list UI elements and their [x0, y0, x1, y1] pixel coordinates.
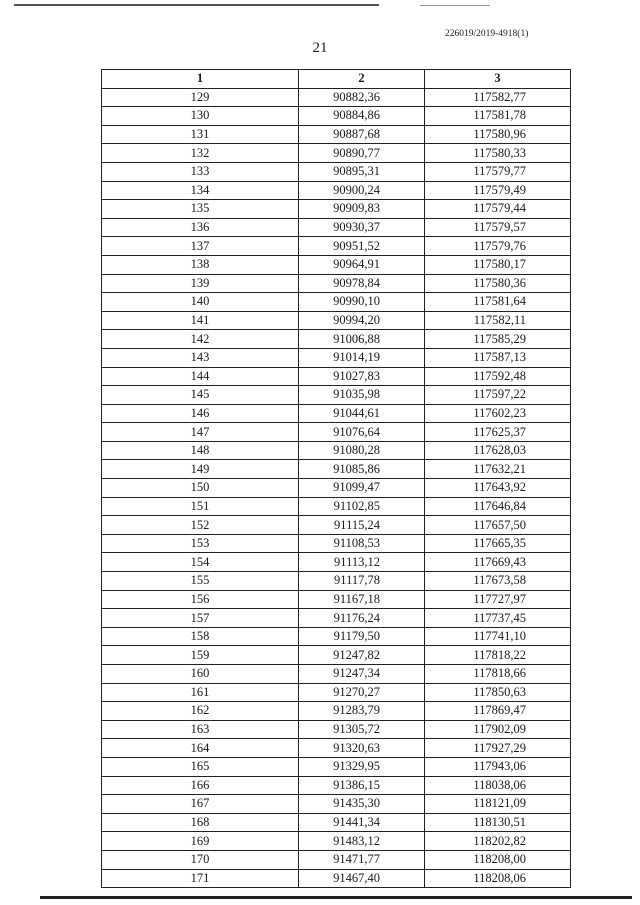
x-coordinate-cell: 90964,91 [299, 255, 425, 274]
point-number-cell: 147 [102, 423, 299, 442]
table-body [102, 88, 571, 888]
x-coordinate-cell: 91080,28 [299, 441, 425, 460]
y-coordinate-cell: 117665,35 [425, 534, 571, 553]
table-row [102, 386, 571, 405]
x-coordinate-cell: 90895,31 [299, 162, 425, 181]
table-row [102, 553, 571, 572]
table-row [102, 739, 571, 758]
point-number-cell: 155 [102, 572, 299, 591]
table-header-row [102, 70, 571, 89]
table-row [102, 404, 571, 423]
x-coordinate-cell: 91435,30 [299, 795, 425, 814]
y-coordinate-cell: 117657,50 [425, 516, 571, 535]
point-number-cell: 142 [102, 330, 299, 349]
point-number-cell: 135 [102, 200, 299, 219]
table-row [102, 590, 571, 609]
table-row [102, 516, 571, 535]
y-coordinate-cell: 117592,48 [425, 367, 571, 386]
x-coordinate-cell: 91179,50 [299, 627, 425, 646]
point-number-cell: 133 [102, 162, 299, 181]
point-number-cell: 162 [102, 702, 299, 721]
x-coordinate-cell: 90884,86 [299, 107, 425, 126]
y-coordinate-cell: 118038,06 [425, 776, 571, 795]
point-number-cell: 137 [102, 237, 299, 256]
table-row [102, 813, 571, 832]
y-coordinate-cell: 117818,22 [425, 646, 571, 665]
table-row [102, 702, 571, 721]
x-coordinate-cell: 91044,61 [299, 404, 425, 423]
point-number-cell: 131 [102, 125, 299, 144]
point-number-cell: 163 [102, 720, 299, 739]
x-coordinate-cell: 90930,37 [299, 218, 425, 237]
table-row [102, 757, 571, 776]
point-number-cell: 158 [102, 627, 299, 646]
y-coordinate-cell: 117669,43 [425, 553, 571, 572]
y-coordinate-cell: 117632,21 [425, 460, 571, 479]
point-number-cell: 167 [102, 795, 299, 814]
point-number-cell: 152 [102, 516, 299, 535]
page-number: 21 [312, 40, 328, 56]
x-coordinate-cell: 91247,82 [299, 646, 425, 665]
y-coordinate-cell: 117646,84 [425, 497, 571, 516]
y-coordinate-cell: 117582,11 [425, 311, 571, 330]
point-number-cell: 130 [102, 107, 299, 126]
column-header-2: 2 [299, 70, 425, 89]
x-coordinate-cell: 91467,40 [299, 869, 425, 888]
x-coordinate-cell: 91035,98 [299, 386, 425, 405]
top-scan-rule-short [420, 5, 490, 6]
point-number-cell: 144 [102, 367, 299, 386]
table-row [102, 832, 571, 851]
point-number-cell: 134 [102, 181, 299, 200]
y-coordinate-cell: 117850,63 [425, 683, 571, 702]
table-row [102, 107, 571, 126]
table-row [102, 460, 571, 479]
x-coordinate-cell: 90890,77 [299, 144, 425, 163]
point-number-cell: 129 [102, 88, 299, 107]
point-number-cell: 151 [102, 497, 299, 516]
point-number-cell: 164 [102, 739, 299, 758]
point-number-cell: 166 [102, 776, 299, 795]
y-coordinate-cell: 117579,49 [425, 181, 571, 200]
x-coordinate-cell: 91176,24 [299, 609, 425, 628]
point-number-cell: 160 [102, 665, 299, 684]
x-coordinate-cell: 90994,20 [299, 311, 425, 330]
table-row [102, 720, 571, 739]
table-row [102, 293, 571, 312]
table-row [102, 218, 571, 237]
x-coordinate-cell: 91270,27 [299, 683, 425, 702]
y-coordinate-cell: 117602,23 [425, 404, 571, 423]
x-coordinate-cell: 91006,88 [299, 330, 425, 349]
y-coordinate-cell: 117582,77 [425, 88, 571, 107]
x-coordinate-cell: 91305,72 [299, 720, 425, 739]
point-number-cell: 136 [102, 218, 299, 237]
point-number-cell: 156 [102, 590, 299, 609]
table-row [102, 479, 571, 498]
table-row [102, 683, 571, 702]
table-row [102, 850, 571, 869]
point-number-cell: 165 [102, 757, 299, 776]
y-coordinate-cell: 117625,37 [425, 423, 571, 442]
point-number-cell: 157 [102, 609, 299, 628]
point-number-cell: 138 [102, 255, 299, 274]
point-number-cell: 154 [102, 553, 299, 572]
point-number-cell: 169 [102, 832, 299, 851]
x-coordinate-cell: 90951,52 [299, 237, 425, 256]
table-row [102, 627, 571, 646]
x-coordinate-cell: 91014,19 [299, 348, 425, 367]
x-coordinate-cell: 91115,24 [299, 516, 425, 535]
point-number-cell: 146 [102, 404, 299, 423]
table-row [102, 646, 571, 665]
point-number-cell: 132 [102, 144, 299, 163]
x-coordinate-cell: 91283,79 [299, 702, 425, 721]
y-coordinate-cell: 117727,97 [425, 590, 571, 609]
table-row [102, 572, 571, 591]
x-coordinate-cell: 90900,24 [299, 181, 425, 200]
x-coordinate-cell: 91471,77 [299, 850, 425, 869]
y-coordinate-cell: 117581,78 [425, 107, 571, 126]
document-id: 226019/2019-4918(1) [445, 29, 529, 39]
point-number-cell: 141 [102, 311, 299, 330]
table-row [102, 274, 571, 293]
table-row [102, 237, 571, 256]
top-scan-rule [14, 4, 379, 6]
point-number-cell: 149 [102, 460, 299, 479]
x-coordinate-cell: 91483,12 [299, 832, 425, 851]
point-number-cell: 150 [102, 479, 299, 498]
point-number-cell: 168 [102, 813, 299, 832]
point-number-cell: 143 [102, 348, 299, 367]
y-coordinate-cell: 117643,92 [425, 479, 571, 498]
table-row [102, 181, 571, 200]
coordinates-table [101, 69, 571, 888]
point-number-cell: 140 [102, 293, 299, 312]
point-number-cell: 171 [102, 869, 299, 888]
y-coordinate-cell: 117579,76 [425, 237, 571, 256]
x-coordinate-cell: 91117,78 [299, 572, 425, 591]
table-row [102, 125, 571, 144]
y-coordinate-cell: 117737,45 [425, 609, 571, 628]
y-coordinate-cell: 117580,96 [425, 125, 571, 144]
point-number-cell: 145 [102, 386, 299, 405]
y-coordinate-cell: 118208,00 [425, 850, 571, 869]
point-number-cell: 159 [102, 646, 299, 665]
point-number-cell: 148 [102, 441, 299, 460]
x-coordinate-cell: 91027,83 [299, 367, 425, 386]
column-header-3: 3 [425, 70, 571, 89]
y-coordinate-cell: 117579,57 [425, 218, 571, 237]
y-coordinate-cell: 117597,22 [425, 386, 571, 405]
x-coordinate-cell: 91329,95 [299, 757, 425, 776]
x-coordinate-cell: 91102,85 [299, 497, 425, 516]
y-coordinate-cell: 117585,29 [425, 330, 571, 349]
bottom-scan-rule [40, 896, 632, 899]
table-row [102, 869, 571, 888]
y-coordinate-cell: 117581,64 [425, 293, 571, 312]
point-number-cell: 161 [102, 683, 299, 702]
y-coordinate-cell: 117869,47 [425, 702, 571, 721]
y-coordinate-cell: 117580,17 [425, 255, 571, 274]
x-coordinate-cell: 91247,34 [299, 665, 425, 684]
point-number-cell: 139 [102, 274, 299, 293]
x-coordinate-cell: 91113,12 [299, 553, 425, 572]
x-coordinate-cell: 91108,53 [299, 534, 425, 553]
table-row [102, 255, 571, 274]
y-coordinate-cell: 117580,33 [425, 144, 571, 163]
table-row [102, 311, 571, 330]
y-coordinate-cell: 117580,36 [425, 274, 571, 293]
y-coordinate-cell: 117818,66 [425, 665, 571, 684]
x-coordinate-cell: 91167,18 [299, 590, 425, 609]
x-coordinate-cell: 90909,83 [299, 200, 425, 219]
table-row [102, 534, 571, 553]
x-coordinate-cell: 91076,64 [299, 423, 425, 442]
table-row [102, 144, 571, 163]
x-coordinate-cell: 90887,68 [299, 125, 425, 144]
y-coordinate-cell: 118208,06 [425, 869, 571, 888]
table-row [102, 367, 571, 386]
table-row [102, 665, 571, 684]
table-row [102, 348, 571, 367]
point-number-cell: 153 [102, 534, 299, 553]
x-coordinate-cell: 91386,15 [299, 776, 425, 795]
point-number-cell: 170 [102, 850, 299, 869]
y-coordinate-cell: 117628,03 [425, 441, 571, 460]
y-coordinate-cell: 117741,10 [425, 627, 571, 646]
x-coordinate-cell: 91085,86 [299, 460, 425, 479]
y-coordinate-cell: 117927,29 [425, 739, 571, 758]
y-coordinate-cell: 118130,51 [425, 813, 571, 832]
column-header-1: 1 [102, 70, 299, 89]
table-row [102, 609, 571, 628]
x-coordinate-cell: 90978,84 [299, 274, 425, 293]
y-coordinate-cell: 117579,44 [425, 200, 571, 219]
table-row [102, 200, 571, 219]
table-row [102, 423, 571, 442]
y-coordinate-cell: 117579,77 [425, 162, 571, 181]
x-coordinate-cell: 90882,36 [299, 88, 425, 107]
table-row [102, 330, 571, 349]
table-row [102, 162, 571, 181]
y-coordinate-cell: 117673,58 [425, 572, 571, 591]
y-coordinate-cell: 118202,82 [425, 832, 571, 851]
x-coordinate-cell: 91441,34 [299, 813, 425, 832]
x-coordinate-cell: 91320,63 [299, 739, 425, 758]
y-coordinate-cell: 117902,09 [425, 720, 571, 739]
table-row [102, 441, 571, 460]
table-row [102, 88, 571, 107]
x-coordinate-cell: 91099,47 [299, 479, 425, 498]
y-coordinate-cell: 117943,06 [425, 757, 571, 776]
table-row [102, 795, 571, 814]
y-coordinate-cell: 117587,13 [425, 348, 571, 367]
table-row [102, 776, 571, 795]
y-coordinate-cell: 118121,09 [425, 795, 571, 814]
x-coordinate-cell: 90990,10 [299, 293, 425, 312]
table-row [102, 497, 571, 516]
